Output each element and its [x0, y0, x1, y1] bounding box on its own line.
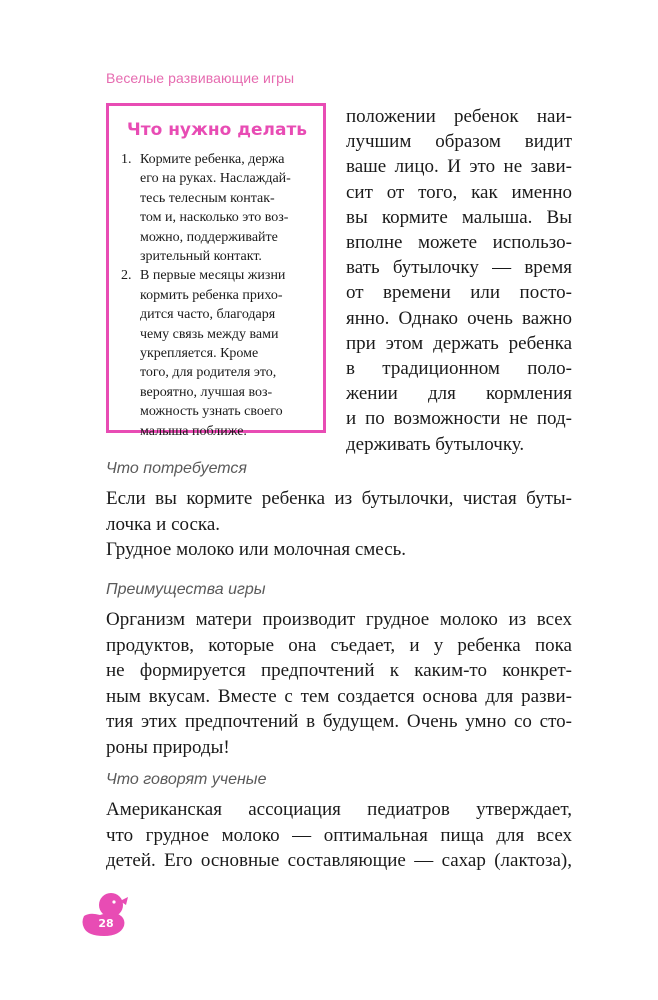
text-line: лочка и соска.	[106, 513, 221, 535]
text-line: и по возможности не под-	[346, 408, 572, 430]
text-line: того, для родителя это,	[140, 365, 277, 381]
list-number: 1.	[121, 152, 132, 167]
text-line: что грудное молоко — оптимальная пища для всех	[106, 824, 572, 846]
text-line: ным вкусам. Вместе с тем создается основа для разви-	[106, 685, 572, 707]
list-item-text	[140, 150, 291, 266]
text-line: Американская ассоциация педиатров утверждает,	[106, 799, 572, 820]
text-line: янно. Однако очень важно	[346, 307, 572, 329]
section-body-scientists	[106, 797, 572, 874]
text-line: том и, насколько это воз-	[140, 210, 289, 226]
text-line: вы кормите малыша. Вы	[346, 206, 572, 228]
text-line: зрительный контакт.	[140, 249, 262, 265]
text-line: вать бутылочку — время	[346, 257, 572, 279]
text-line: укрепляется. Кроме	[140, 346, 259, 362]
text-line: жении для кормления	[346, 383, 572, 405]
text-line: вполне можете использо-	[346, 232, 572, 254]
text-line: от времени или посто-	[346, 282, 572, 304]
section-heading-scientists: Что говорят ученые	[106, 771, 267, 788]
text-line: в традиционном поло-	[346, 358, 572, 380]
right-column-text	[346, 104, 572, 457]
text-line: кормить ребенка прихо-	[140, 287, 283, 303]
text-line: положении ребенок наи-	[346, 106, 572, 127]
list-item	[121, 266, 311, 441]
text-line: малыша поближе.	[140, 423, 247, 439]
text-line: его на руках. Наслаждай-	[140, 171, 291, 187]
text-line: Если вы кормите ребенка из бутылочки, чистая буты-	[106, 488, 572, 509]
text-line: В первые месяцы жизни	[140, 268, 286, 284]
text-line: дится часто, благодаря	[140, 307, 276, 323]
text-line: сит от того, как именно	[346, 181, 572, 203]
section-body-benefits	[106, 607, 572, 761]
text-line: Кормите ребенка, держа	[140, 152, 285, 167]
text-line: продуктов, которые она съедает, и у ребенка пока	[106, 634, 572, 656]
text-line: роны природы!	[106, 736, 230, 758]
duck-icon	[80, 890, 130, 938]
section-heading-benefits: Преимущества игры	[106, 581, 266, 598]
text-line: Грудное молоко или молочная смесь.	[106, 539, 407, 561]
text-line: вероятно, лучшая воз-	[140, 384, 273, 400]
running-header: Веселые развивающие игры	[106, 70, 295, 86]
text-line: не формируется предпочтений к каким-то конкрет-	[106, 660, 572, 682]
sidebar-title: Что нужно делать	[127, 120, 308, 140]
text-line: лучшим образом видит	[346, 131, 572, 153]
sidebar-box	[106, 103, 326, 439]
section-body-what-needed	[106, 486, 572, 563]
text-line: ваше лицо. И это не зави-	[346, 156, 572, 178]
section-heading-what-needed: Что потребуется	[106, 460, 247, 477]
sidebar-list	[121, 150, 311, 441]
list-item-text	[140, 266, 285, 441]
text-line: детей. Его основные составляющие — сахар (лактоза),	[106, 850, 572, 872]
text-line: можно, поддерживайте	[140, 229, 278, 245]
list-number: 2.	[121, 268, 132, 284]
text-line: при этом держать ребенка	[346, 332, 572, 354]
page-number: 28	[98, 917, 114, 930]
text-line: тесь телесным контак-	[140, 190, 275, 206]
text-line: можность узнать своего	[140, 404, 283, 420]
text-line: чему связь между вами	[140, 326, 279, 342]
text-line: тия этих предпочтений в будущем. Очень умно со сто-	[106, 711, 572, 733]
text-line: Организм матери производит грудное молоко из всех	[106, 609, 572, 630]
text-line: держивать бутылочку.	[346, 433, 525, 455]
list-item	[121, 150, 311, 266]
